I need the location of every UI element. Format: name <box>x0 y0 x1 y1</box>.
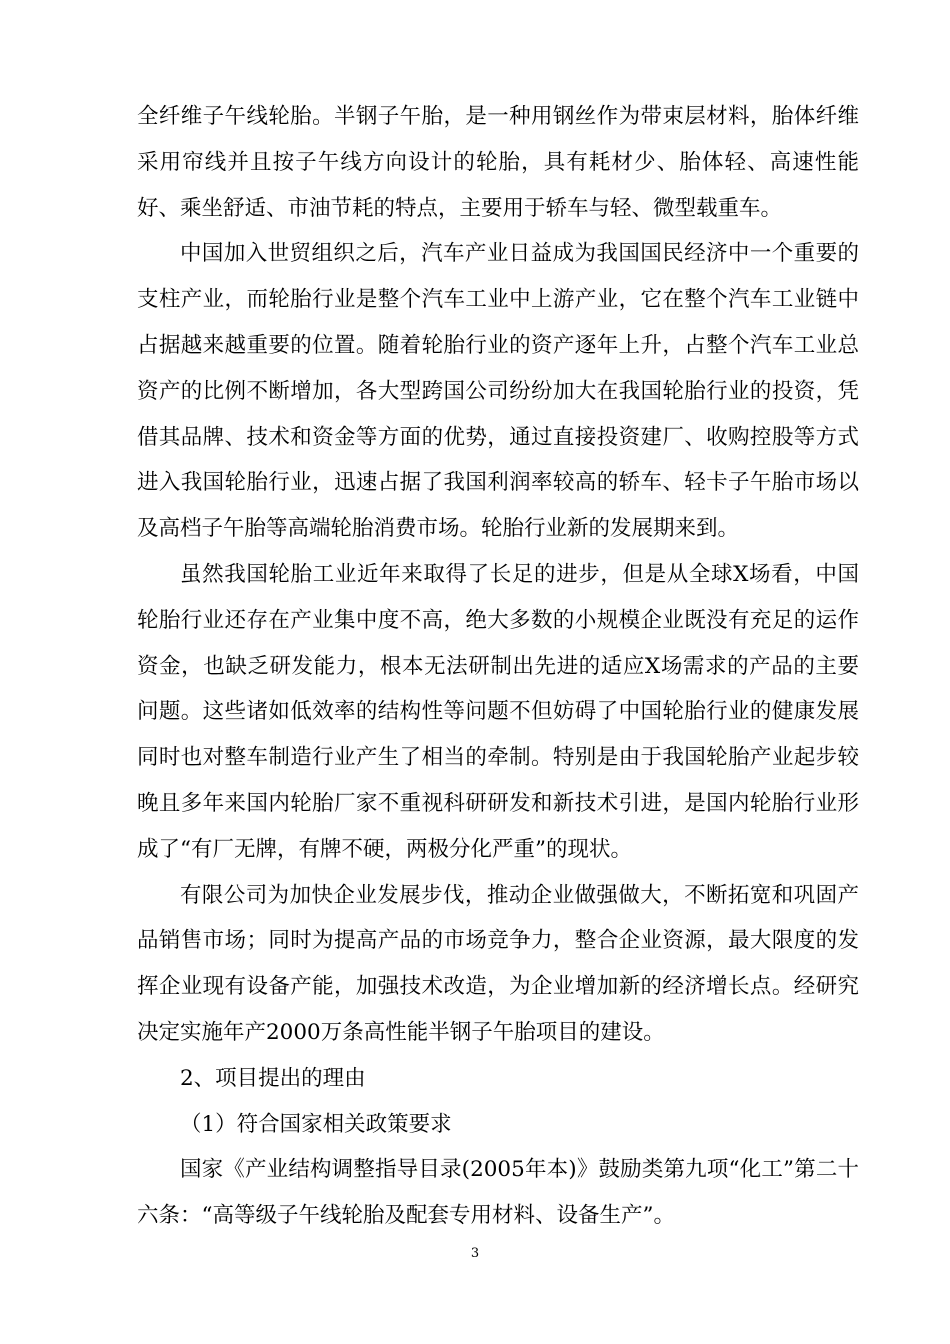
subsection-heading: （1）符合国家相关政策要求 <box>180 1111 452 1137</box>
paragraph-2: 中国加入世贸组织之后，汽车产业日益成为我国国民经济中一个重要的支柱产业，而轮胎行业是整个汽车工业中上游产业，它在整个汽车工业链中占据越来越重要的位置。随着轮胎行业的资产逐年上升，占整个汽车工业总资产的比例不断增加，各大型跨国公司纷纷加大在我国轮胎行业的投资，凭借其品牌、技术和资金等方面的优势，通过直接投资建厂、收购控股等方式进入我国轮胎行业，迅速占据了我国利润率较高的轿车、轻卡子午胎市场以及高档子午胎等高端轮胎消费市场。轮胎行业新的发展期来到。 <box>137 241 859 542</box>
paragraph-1: 全纤维子午线轮胎。半钢子午胎，是一种用钢丝作为带束层材料，胎体纤维采用帘线并且按子午线方向设计的轮胎，具有耗材少、胎体轻、高速性能好、乘坐舒适、市油节耗的特点，主要用于轿车与轻、微型载重车。 <box>137 104 859 221</box>
page-number: 3 <box>470 1246 480 1261</box>
document-body <box>137 94 859 1239</box>
section-heading: 2、项目提出的理由 <box>180 1065 366 1091</box>
paragraph-3: 虽然我国轮胎工业近年来取得了长足的进步，但是从全球X场看，中国轮胎行业还存在产业集中度不高，绝大多数的小规模企业既没有充足的运作资金，也缺乏研发能力，根本无法研制出先进的适应X场需求的产品的主要问题。这些诸如低效率的结构性等问题不但妨碍了中国轮胎行业的健康发展同时也对整车制造行业产生了相当的牵制。特别是由于我国轮胎产业起步较晚且多年来国内轮胎厂家不重视科研研发和新技术引进，是国内轮胎行业形成了“有厂无牌，有牌不硬，两极分化严重”的现状。 <box>137 561 859 862</box>
paragraph-7: 国家《产业结构调整指导目录(2005年本)》鼓励类第九项“化工”第二十六条：“高等级子午线轮胎及配套专用材料、设备生产”。 <box>137 1157 859 1229</box>
paragraph-4: 有限公司为加快企业发展步伐，推动企业做强做大，不断拓宽和巩固产品销售市场；同时为提高产品的市场竞争力，整合企业资源，最大限度的发挥企业现有设备产能，加强技术改造，为企业增加新的经济增长点。经研究决定实施年产2000万条高性能半钢子午胎项目的建设。 <box>137 882 859 1045</box>
